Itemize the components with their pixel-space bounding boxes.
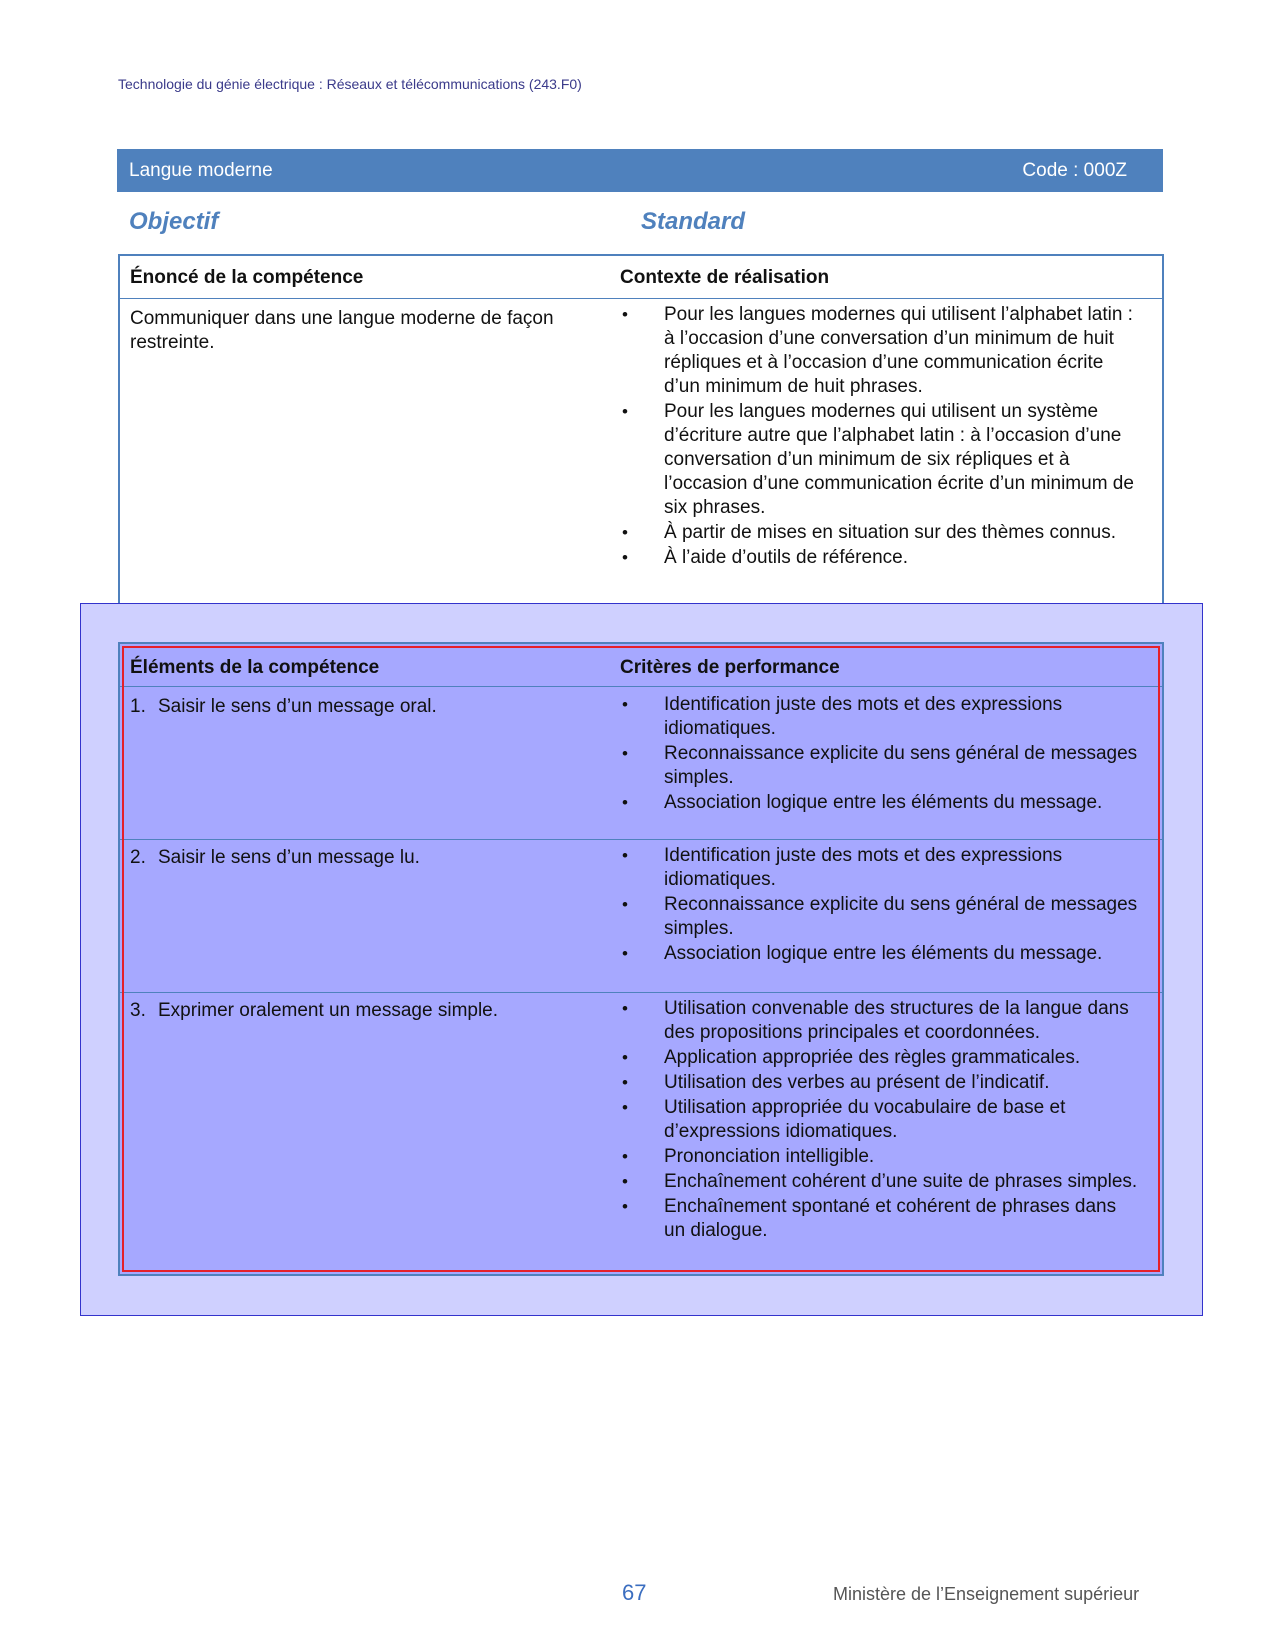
element-number: 3. (130, 1000, 146, 1021)
course-code: Code : 000Z (1022, 159, 1127, 181)
program-title: Technologie du génie électrique : Réseaux et télécommunications (243.F0) (118, 76, 582, 92)
page-number: 67 (622, 1580, 647, 1605)
context-list (620, 303, 1140, 571)
list-item-text: Association logique entre les éléments du message. (664, 792, 1103, 813)
course-name: Langue moderne (129, 159, 273, 181)
list-item-text: Reconnaissance explicite du sens général de messages simples. (664, 894, 1138, 939)
list-item-text: Utilisation convenable des structures de la langue dans des propositions principales et coordonnées. (664, 998, 1129, 1043)
element-text: Exprimer oralement un message simple. (158, 1000, 499, 1021)
list-item (620, 303, 1140, 399)
list-item-text: Pour les langues modernes qui utilisent l’alphabet latin : à l’occasion d’une conversation d’un minimum de huit répliques et à l’occasion d’une communication écrite d’un minimum de huit phrases. (664, 304, 1133, 397)
element-text: Saisir le sens d’un message oral. (158, 696, 437, 717)
bullet-icon: • (622, 1073, 628, 1092)
bullet-icon: • (622, 305, 628, 324)
bullet-icon: • (622, 523, 628, 542)
list-item-text: Reconnaissance explicite du sens général de messages simples. (664, 743, 1138, 788)
list-item-text: Application appropriée des règles grammaticales. (664, 1047, 1081, 1068)
list-item (620, 400, 1140, 520)
list-item-text: Identification juste des mots et des expressions idiomatiques. (664, 694, 1063, 739)
list-item-text: Identification juste des mots et des expressions idiomatiques. (664, 845, 1063, 890)
bullet-icon: • (622, 548, 628, 567)
bullet-icon: • (622, 1147, 628, 1166)
list-item (620, 521, 1140, 545)
list-item-text: Prononciation intelligible. (664, 1146, 875, 1167)
bullet-icon: • (622, 744, 628, 763)
list-item-text: Utilisation des verbes au présent de l’indicatif. (664, 1072, 1050, 1093)
element-number: 1. (130, 696, 146, 717)
bullet-icon: • (622, 1098, 628, 1117)
competency-table (118, 254, 1164, 625)
bullet-icon: • (622, 944, 628, 963)
list-item-text: Pour les langues modernes qui utilisent un système d’écriture autre que l’alphabet latin : à l’occasion d’une conversation d’un minimum de six répliques et à l’occasion d’une communication écrite d’un minimum de six phrases. (664, 401, 1134, 518)
list-item-text: Association logique entre les éléments du message. (664, 943, 1103, 964)
bullet-icon: • (622, 793, 628, 812)
element-number: 2. (130, 847, 146, 868)
statement-header: Énoncé de la compétence (130, 267, 364, 288)
list-item (620, 546, 1140, 570)
bullet-icon: • (622, 402, 628, 421)
bullet-icon: • (622, 846, 628, 865)
competency-table-header (120, 256, 1162, 298)
bullet-icon: • (622, 895, 628, 914)
element-text: Saisir le sens d’un message lu. (158, 847, 420, 868)
performance-table-frame (122, 646, 1160, 1272)
list-item-text: Utilisation appropriée du vocabulaire de base et d’expressions idiomatiques. (664, 1097, 1066, 1142)
list-item-text: À partir de mises en situation sur des thèmes connus. (664, 522, 1117, 543)
bullet-icon: • (622, 1048, 628, 1067)
section-headings (129, 208, 1159, 238)
objectif-heading: Objectif (129, 208, 219, 235)
standard-heading: Standard (641, 208, 746, 235)
list-item-text: Enchaînement spontané et cohérent de phrases dans un dialogue. (664, 1196, 1117, 1241)
bullet-icon: • (622, 999, 628, 1018)
bullet-icon: • (622, 1197, 628, 1216)
elements-header: Éléments de la compétence (130, 657, 380, 678)
list-item-text: Enchaînement cohérent d’une suite de phrases simples. (664, 1171, 1138, 1192)
context-header: Contexte de réalisation (620, 267, 830, 288)
bullet-icon: • (622, 695, 628, 714)
bullet-icon: • (622, 1172, 628, 1191)
competency-table-body (120, 298, 1162, 623)
course-header-bar (117, 149, 1163, 192)
competency-statement: Communiquer dans une langue moderne de façon restreinte. (130, 308, 554, 353)
ministry-footer: Ministère de l’Enseignement supérieur (833, 1584, 1140, 1604)
list-item-text: À l’aide d’outils de référence. (664, 547, 908, 568)
criteria-header: Critères de performance (620, 657, 840, 678)
